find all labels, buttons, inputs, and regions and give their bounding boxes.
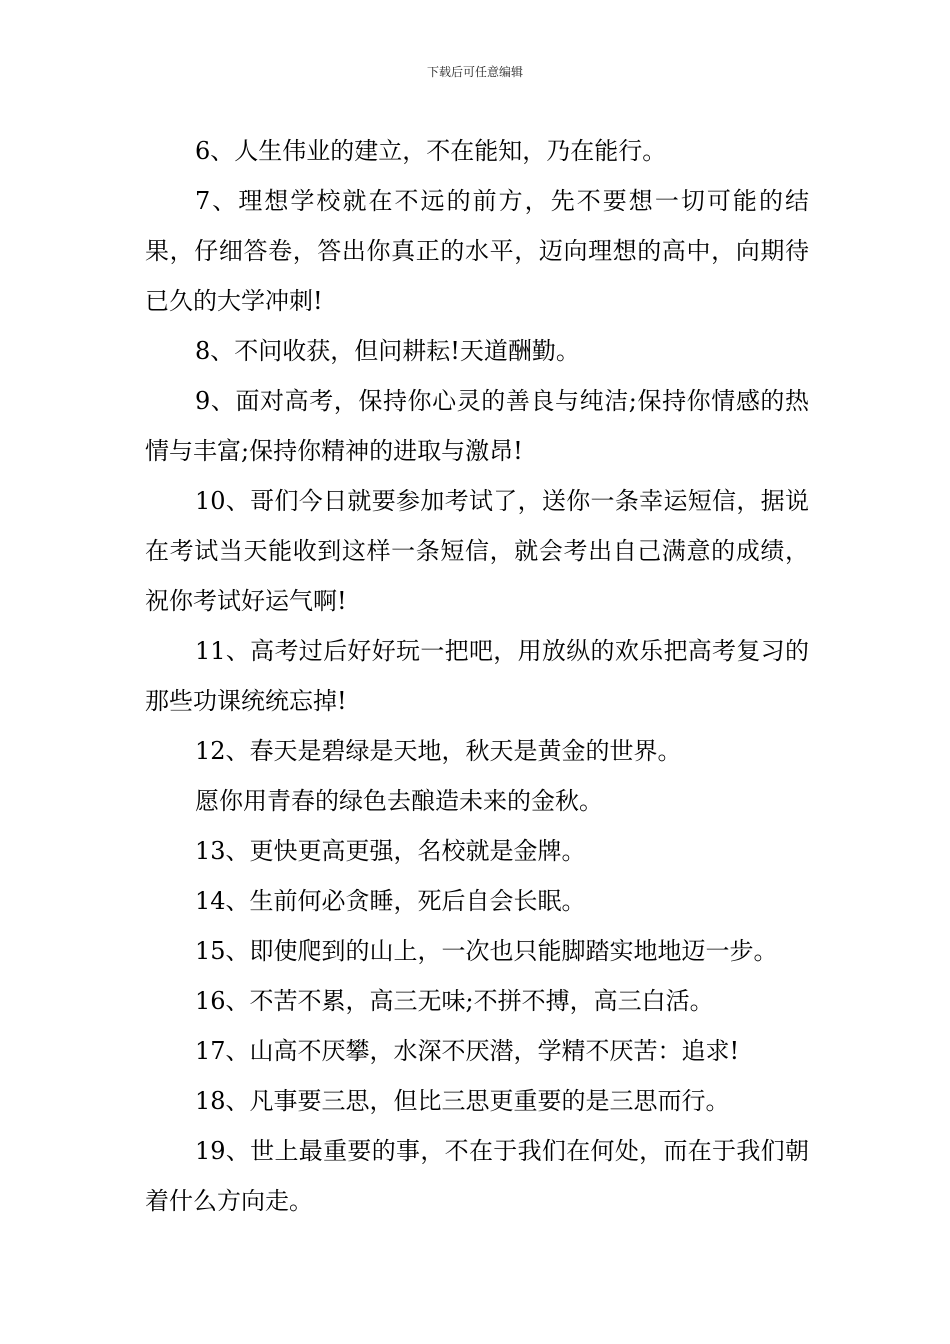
paragraph-19: 19、世上最重要的事，不在于我们在何处，而在于我们朝着什么方向走。: [145, 1137, 809, 1215]
paragraph-13: 13、更快更高更强，名校就是金牌。: [195, 837, 586, 865]
paragraph-6: 6、人生伟业的建立，不在能知，乃在能行。: [195, 137, 667, 165]
paragraph-11: 11、高考过后好好玩一把吧，用放纵的欢乐把高考复习的那些功课统统忘掉!: [145, 637, 809, 715]
paragraph-12: 12、春天是碧绿是天地，秋天是黄金的世界。: [195, 737, 682, 765]
header-note: 下载后可任意编辑: [426, 65, 523, 79]
paragraph-10: 10、哥们今日就要参加考试了，送你一条幸运短信，据说在考试当天能收到这样一条短信，就会考出自己满意的成绩，祝你考试好运气啊!: [145, 487, 809, 615]
paragraph-12-continued: 愿你用青春的绿色去酿造未来的金秋。: [195, 787, 603, 815]
document-body: [145, 126, 809, 1226]
paragraph-17: 17、山高不厌攀，水深不厌潜，学精不厌苦：追求!: [195, 1037, 740, 1065]
paragraph-7: 7、理想学校就在不远的前方，先不要想一切可能的结果，仔细答卷，答出你真正的水平，迈向理想的高中，向期待已久的大学冲刺!: [145, 187, 809, 315]
paragraph-15: 15、即使爬到的山上，一次也只能脚踏实地地迈一步。: [195, 937, 778, 965]
paragraph-8: 8、不问收获，但问耕耘!天道酬勤。: [195, 337, 580, 365]
paragraph-16: 16、不苦不累，高三无味;不拼不搏，高三白活。: [195, 987, 714, 1015]
paragraph-9: 9、面对高考，保持你心灵的善良与纯洁;保持你情感的热情与丰富;保持你精神的进取与激昂!: [145, 387, 809, 465]
paragraph-18: 18、凡事要三思，但比三思更重要的是三思而行。: [195, 1087, 730, 1115]
paragraph-14: 14、生前何必贪睡，死后自会长眠。: [195, 887, 586, 915]
